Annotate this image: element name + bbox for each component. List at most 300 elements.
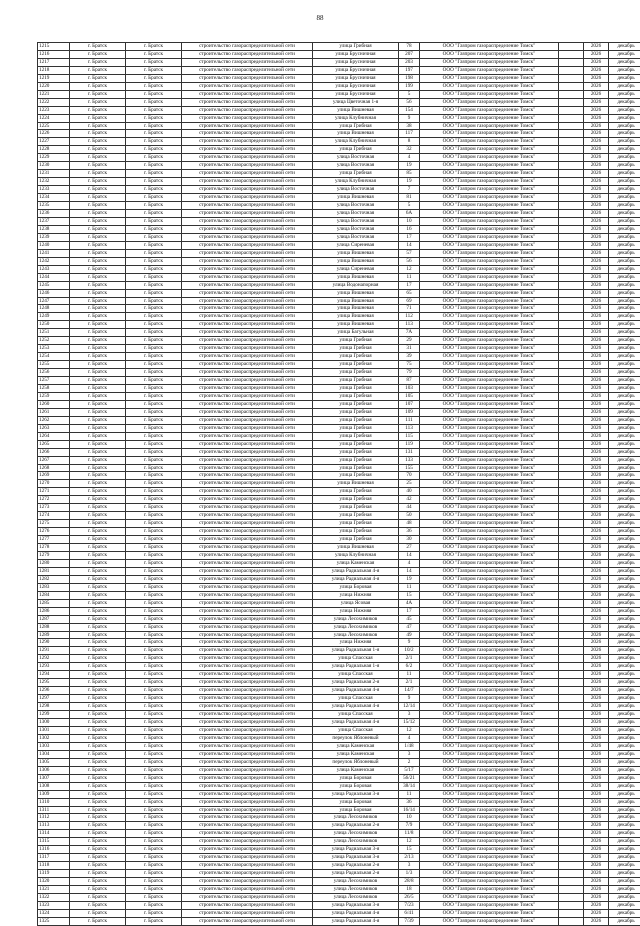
cell-organization: ООО "Газпром газораспределение Томск" [420,82,559,90]
cell-row-number: 1269 [38,472,70,480]
cell-work-type: строительство газораспределительной сети [182,114,313,122]
cell-work-type: строительство газораспределительной сети [182,377,313,385]
cell-year: 2026 [584,917,609,925]
cell-row-number: 1262 [38,416,70,424]
cell-empty-cell [559,599,584,607]
cell-row-number: 1320 [38,878,70,886]
cell-house-number: 133 [399,456,420,464]
cell-empty-cell [559,734,584,742]
cell-month: декабрь [609,305,640,313]
cell-house-number: 4 [399,154,420,162]
cell-work-type: строительство газораспределительной сети [182,265,313,273]
cell-street: улица Грибная [313,170,399,178]
cell-month: декабрь [609,257,640,265]
table-row [38,297,640,305]
cell-row-number: 1323 [38,901,70,909]
table-row [38,623,640,631]
cell-month: декабрь [609,496,640,504]
cell-year: 2026 [584,631,609,639]
cell-empty-cell [559,178,584,186]
cell-work-type: строительство газораспределительной сети [182,671,313,679]
cell-year: 2026 [584,106,609,114]
table-row [38,464,640,472]
cell-empty-cell [559,567,584,575]
cell-empty-cell [559,273,584,281]
cell-street: улица Грибная [313,432,399,440]
cell-row-number: 1276 [38,528,70,536]
cell-settlement: г. Братск [126,782,182,790]
cell-organization: ООО "Газпром газораспределение Томск" [420,210,559,218]
cell-settlement: г. Братск [126,480,182,488]
cell-house-number: 112 [399,313,420,321]
cell-row-number: 1289 [38,631,70,639]
cell-month: декабрь [609,719,640,727]
cell-organization: ООО "Газпром газораспределение Томск" [420,273,559,281]
cell-house-number: 31 [399,345,420,353]
cell-year: 2026 [584,488,609,496]
cell-row-number: 1322 [38,893,70,901]
table-row [38,74,640,82]
cell-street: улица Грибная [313,43,399,51]
cell-row-number: 1272 [38,496,70,504]
cell-house-number: 155 [399,464,420,472]
cell-month: декабрь [609,838,640,846]
cell-house-number: 36 [399,528,420,536]
cell-empty-cell [559,917,584,925]
cell-street: улица Грибная [313,369,399,377]
cell-house-number: 6/41 [399,909,420,917]
cell-month: декабрь [609,289,640,297]
cell-municipality: г. Братск [70,822,126,830]
cell-settlement: г. Братск [126,138,182,146]
cell-municipality: г. Братск [70,202,126,210]
cell-settlement: г. Братск [126,862,182,870]
cell-row-number: 1270 [38,480,70,488]
cell-street: улица Грибная [313,448,399,456]
cell-house-number: 81 [399,194,420,202]
cell-organization: ООО "Газпром газораспределение Томск" [420,567,559,575]
cell-house-number: 14/7 [399,687,420,695]
cell-street: переулок Яблоневый [313,758,399,766]
cell-settlement: г. Братск [126,830,182,838]
cell-empty-cell [559,114,584,122]
cell-settlement: г. Братск [126,798,182,806]
cell-month: декабрь [609,154,640,162]
cell-year: 2026 [584,726,609,734]
cell-work-type: строительство газораспределительной сети [182,663,313,671]
cell-municipality: г. Братск [70,766,126,774]
table-row [38,703,640,711]
cell-municipality: г. Братск [70,472,126,480]
cell-house-number: 198 [399,74,420,82]
cell-municipality: г. Братск [70,496,126,504]
cell-settlement: г. Братск [126,416,182,424]
cell-organization: ООО "Газпром газораспределение Томск" [420,822,559,830]
cell-organization: ООО "Газпром газораспределение Томск" [420,74,559,82]
cell-empty-cell [559,679,584,687]
cell-house-number: 56 [399,98,420,106]
cell-municipality: г. Братск [70,599,126,607]
cell-house-number: 2 [399,758,420,766]
cell-empty-cell [559,528,584,536]
cell-empty-cell [559,886,584,894]
cell-settlement: г. Братск [126,297,182,305]
cell-municipality: г. Братск [70,679,126,687]
cell-street: улица Сиреневая [313,241,399,249]
cell-year: 2026 [584,464,609,472]
cell-settlement: г. Братск [126,114,182,122]
cell-house-number: 49 [399,631,420,639]
cell-year: 2026 [584,496,609,504]
cell-municipality: г. Братск [70,790,126,798]
cell-work-type: строительство газораспределительной сети [182,886,313,894]
cell-row-number: 1253 [38,345,70,353]
cell-row-number: 1280 [38,559,70,567]
cell-house-number: 87 [399,377,420,385]
cell-settlement: г. Братск [126,512,182,520]
cell-settlement: г. Братск [126,886,182,894]
cell-municipality: г. Братск [70,440,126,448]
cell-organization: ООО "Газпром газораспределение Томск" [420,43,559,51]
cell-empty-cell [559,305,584,313]
cell-house-number: 16 [399,225,420,233]
cell-row-number: 1229 [38,154,70,162]
cell-year: 2026 [584,583,609,591]
cell-street: улица Грибная [313,345,399,353]
cell-house-number: 65 [399,289,420,297]
cell-municipality: г. Братск [70,862,126,870]
cell-settlement: г. Братск [126,814,182,822]
cell-year: 2026 [584,122,609,130]
cell-month: декабрь [609,575,640,583]
cell-month: декабрь [609,901,640,909]
cell-organization: ООО "Газпром газораспределение Томск" [420,58,559,66]
cell-house-number: 5/17 [399,766,420,774]
cell-settlement: г. Братск [126,424,182,432]
cell-work-type: строительство газораспределительной сети [182,766,313,774]
table-row [38,170,640,178]
cell-month: декабрь [609,854,640,862]
cell-row-number: 1237 [38,217,70,225]
cell-year: 2026 [584,377,609,385]
cell-work-type: строительство газораспределительной сети [182,591,313,599]
cell-organization: ООО "Газпром газораспределение Томск" [420,194,559,202]
cell-settlement: г. Братск [126,329,182,337]
cell-year: 2026 [584,170,609,178]
cell-empty-cell [559,607,584,615]
cell-empty-cell [559,361,584,369]
table-row [38,711,640,719]
cell-house-number: 27 [399,544,420,552]
cell-month: декабрь [609,679,640,687]
cell-municipality: г. Братск [70,273,126,281]
cell-house-number: 105 [399,392,420,400]
cell-month: декабрь [609,321,640,329]
cell-settlement: г. Братск [126,504,182,512]
cell-year: 2026 [584,544,609,552]
cell-street: улица Радиальная 4-я [313,567,399,575]
cell-street: улица Каменская [313,750,399,758]
cell-work-type: строительство газораспределительной сети [182,43,313,51]
cell-work-type: строительство газораспределительной сети [182,758,313,766]
cell-year: 2026 [584,154,609,162]
cell-work-type: строительство газораспределительной сети [182,146,313,154]
cell-empty-cell [559,440,584,448]
cell-house-number: 15 [399,846,420,854]
cell-street: улица Лесохимиков [313,814,399,822]
table-row [38,766,640,774]
cell-municipality: г. Братск [70,917,126,925]
cell-municipality: г. Братск [70,901,126,909]
cell-work-type: строительство газораспределительной сети [182,814,313,822]
cell-row-number: 1307 [38,774,70,782]
cell-municipality: г. Братск [70,345,126,353]
cell-organization: ООО "Газпром газораспределение Томск" [420,719,559,727]
cell-street: улица Радиальная 4-я [313,703,399,711]
cell-house-number: 18 [399,886,420,894]
cell-work-type: строительство газораспределительной сети [182,257,313,265]
cell-month: декабрь [609,74,640,82]
cell-work-type: строительство газораспределительной сети [182,631,313,639]
cell-municipality: г. Братск [70,878,126,886]
cell-work-type: строительство газораспределительной сети [182,917,313,925]
cell-work-type: строительство газораспределительной сети [182,480,313,488]
cell-house-number: 69 [399,297,420,305]
cell-month: декабрь [609,297,640,305]
cell-settlement: г. Братск [126,750,182,758]
cell-house-number: 7 [399,186,420,194]
cell-empty-cell [559,384,584,392]
cell-settlement: г. Братск [126,639,182,647]
cell-year: 2026 [584,607,609,615]
cell-settlement: г. Братск [126,170,182,178]
cell-empty-cell [559,814,584,822]
cell-settlement: г. Братск [126,440,182,448]
cell-organization: ООО "Газпром газораспределение Томск" [420,66,559,74]
cell-row-number: 1306 [38,766,70,774]
cell-empty-cell [559,703,584,711]
cell-row-number: 1287 [38,615,70,623]
cell-month: декабрь [609,552,640,560]
cell-row-number: 1291 [38,647,70,655]
cell-municipality: г. Братск [70,178,126,186]
cell-month: декабрь [609,233,640,241]
cell-month: декабрь [609,82,640,90]
table-row [38,893,640,901]
cell-year: 2026 [584,416,609,424]
cell-street: улица Грибная [313,416,399,424]
cell-month: декабрь [609,122,640,130]
cell-settlement: г. Братск [126,58,182,66]
table-row [38,456,640,464]
cell-empty-cell [559,790,584,798]
table-row [38,257,640,265]
cell-empty-cell [559,838,584,846]
cell-municipality: г. Братск [70,90,126,98]
cell-house-number: 9 [399,114,420,122]
cell-work-type: строительство газораспределительной сети [182,186,313,194]
cell-municipality: г. Братск [70,480,126,488]
cell-organization: ООО "Газпром газораспределение Томск" [420,289,559,297]
cell-month: декабрь [609,607,640,615]
cell-year: 2026 [584,337,609,345]
table-row [38,734,640,742]
table-row [38,575,640,583]
cell-row-number: 1243 [38,265,70,273]
cell-municipality: г. Братск [70,257,126,265]
cell-row-number: 1268 [38,464,70,472]
cell-municipality: г. Братск [70,559,126,567]
cell-municipality: г. Братск [70,742,126,750]
cell-year: 2026 [584,599,609,607]
cell-work-type: строительство газораспределительной сети [182,655,313,663]
cell-work-type: строительство газораспределительной сети [182,639,313,647]
table-row [38,265,640,273]
cell-row-number: 1266 [38,448,70,456]
cell-row-number: 1271 [38,488,70,496]
cell-row-number: 1290 [38,639,70,647]
cell-year: 2026 [584,146,609,154]
table-row [38,273,640,281]
table-row [38,178,640,186]
cell-house-number: 3 [399,711,420,719]
cell-month: декабрь [609,43,640,51]
cell-year: 2026 [584,766,609,774]
cell-year: 2026 [584,321,609,329]
cell-year: 2026 [584,567,609,575]
cell-work-type: строительство газораспределительной сети [182,496,313,504]
cell-row-number: 1293 [38,663,70,671]
cell-year: 2026 [584,893,609,901]
cell-empty-cell [559,552,584,560]
cell-year: 2026 [584,687,609,695]
cell-street: улица Восточная [313,154,399,162]
cell-street: улица Вишневая [313,249,399,257]
cell-street: улица Лесохимиков [313,893,399,901]
table-row [38,536,640,544]
cell-municipality: г. Братск [70,146,126,154]
cell-street: улица Лесохимиков [313,623,399,631]
cell-row-number: 1317 [38,854,70,862]
cell-month: декабрь [609,353,640,361]
cell-house-number: 15/12 [399,719,420,727]
cell-year: 2026 [584,440,609,448]
cell-work-type: строительство газораспределительной сети [182,687,313,695]
cell-year: 2026 [584,43,609,51]
cell-municipality: г. Братск [70,58,126,66]
cell-empty-cell [559,353,584,361]
cell-month: декабрь [609,337,640,345]
cell-street: улица Багульная [313,329,399,337]
cell-organization: ООО "Газпром газораспределение Томск" [420,464,559,472]
cell-empty-cell [559,671,584,679]
cell-row-number: 1325 [38,917,70,925]
cell-municipality: г. Братск [70,210,126,218]
cell-municipality: г. Братск [70,695,126,703]
cell-work-type: строительство газораспределительной сети [182,90,313,98]
cell-work-type: строительство газораспределительной сети [182,82,313,90]
cell-settlement: г. Братск [126,552,182,560]
cell-empty-cell [559,655,584,663]
cell-settlement: г. Братск [126,217,182,225]
cell-organization: ООО "Газпром газораспределение Томск" [420,766,559,774]
table-row [38,639,640,647]
cell-month: декабрь [609,114,640,122]
cell-street: улица Грибная [313,122,399,130]
cell-municipality: г. Братск [70,583,126,591]
cell-settlement: г. Братск [126,870,182,878]
cell-row-number: 1226 [38,130,70,138]
cell-municipality: г. Братск [70,870,126,878]
cell-empty-cell [559,719,584,727]
cell-month: декабрь [609,456,640,464]
cell-house-number: 5 [399,202,420,210]
cell-row-number: 1254 [38,353,70,361]
cell-year: 2026 [584,249,609,257]
cell-month: декабрь [609,528,640,536]
cell-month: декабрь [609,639,640,647]
cell-empty-cell [559,43,584,51]
cell-year: 2026 [584,870,609,878]
cell-year: 2026 [584,854,609,862]
cell-municipality: г. Братск [70,217,126,225]
cell-empty-cell [559,58,584,66]
cell-settlement: г. Братск [126,790,182,798]
cell-row-number: 1221 [38,90,70,98]
cell-year: 2026 [584,734,609,742]
cell-empty-cell [559,575,584,583]
cell-street: улица Радиальная 4-я [313,719,399,727]
cell-settlement: г. Братск [126,719,182,727]
cell-empty-cell [559,726,584,734]
cell-empty-cell [559,210,584,218]
cell-organization: ООО "Газпром газораспределение Томск" [420,734,559,742]
cell-municipality: г. Братск [70,512,126,520]
table-row [38,329,640,337]
cell-work-type: строительство газораспределительной сети [182,130,313,138]
cell-work-type: строительство газораспределительной сети [182,726,313,734]
cell-empty-cell [559,536,584,544]
cell-municipality: г. Братск [70,726,126,734]
cell-empty-cell [559,782,584,790]
cell-year: 2026 [584,528,609,536]
cell-row-number: 1255 [38,361,70,369]
cell-year: 2026 [584,504,609,512]
table-row [38,225,640,233]
cell-month: декабрь [609,862,640,870]
cell-organization: ООО "Газпром газораспределение Томск" [420,440,559,448]
cell-municipality: г. Братск [70,329,126,337]
cell-row-number: 1231 [38,170,70,178]
cell-work-type: строительство газораспределительной сети [182,321,313,329]
cell-house-number: 7А [399,329,420,337]
cell-settlement: г. Братск [126,854,182,862]
cell-work-type: строительство газораспределительной сети [182,901,313,909]
cell-month: декабрь [609,178,640,186]
cell-street: улица Вишневая [313,305,399,313]
cell-year: 2026 [584,480,609,488]
cell-work-type: строительство газораспределительной сети [182,353,313,361]
table-row [38,472,640,480]
cell-settlement: г. Братск [126,631,182,639]
cell-municipality: г. Братск [70,74,126,82]
cell-row-number: 1299 [38,711,70,719]
cell-row-number: 1305 [38,758,70,766]
cell-work-type: строительство газораспределительной сети [182,98,313,106]
cell-street: улица Грибная [313,377,399,385]
cell-street: улица Грибная [313,361,399,369]
table-row [38,233,640,241]
